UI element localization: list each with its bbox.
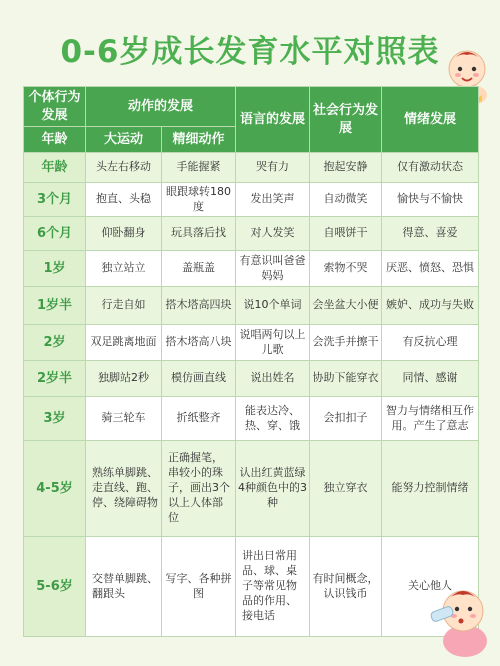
fine-motor-cell: 模仿画直线	[162, 361, 236, 397]
age-cell: 年龄	[24, 153, 86, 183]
fine-motor-cell: 手能握紧	[162, 153, 236, 183]
fine-motor-cell: 搭木塔高四块	[162, 287, 236, 325]
gross-motor-cell: 独立站立	[86, 251, 162, 287]
age-cell: 5-6岁	[24, 537, 86, 637]
emotion-cell: 仅有激动状态	[382, 153, 479, 183]
age-cell: 6个月	[24, 217, 86, 251]
emotion-cell: 同情、感谢	[382, 361, 479, 397]
age-cell: 1岁半	[24, 287, 86, 325]
header-individual-dev: 个体行为发展	[24, 87, 86, 127]
table-row	[24, 251, 479, 287]
social-cell: 自动微笑	[310, 183, 382, 217]
table-row	[24, 287, 479, 325]
table-row	[24, 217, 479, 251]
language-cell: 哭有力	[236, 153, 310, 183]
language-cell: 认出红黄蓝绿4种颜色中的3种	[236, 441, 310, 537]
table-row	[24, 153, 479, 183]
language-cell: 发出笑声	[236, 183, 310, 217]
gross-motor-cell: 熟练单脚跳、走直线、跑、停、绕障碍物	[86, 441, 162, 537]
social-cell: 独立穿衣	[310, 441, 382, 537]
emotion-cell: 有反抗心理	[382, 325, 479, 361]
table-row	[24, 441, 479, 537]
baby-with-bottle-illustration	[425, 575, 497, 661]
development-table	[23, 86, 479, 637]
age-cell: 1岁	[24, 251, 86, 287]
gross-motor-cell: 头左右移动	[86, 153, 162, 183]
gross-motor-cell: 仰卧翻身	[86, 217, 162, 251]
header-language-dev: 语言的发展	[236, 87, 310, 153]
header-motor-dev: 动作的发展	[86, 87, 236, 127]
fine-motor-cell: 玩具落后找	[162, 217, 236, 251]
social-cell: 索物不哭	[310, 251, 382, 287]
emotion-cell: 愉快与不愉快	[382, 183, 479, 217]
age-cell: 4-5岁	[24, 441, 86, 537]
social-cell: 协助下能穿衣	[310, 361, 382, 397]
language-cell: 讲出日常用品、球、桌子等常见物品的作用、接电话	[236, 537, 310, 637]
social-cell: 会洗手并擦干	[310, 325, 382, 361]
social-cell: 会坐盆大小便	[310, 287, 382, 325]
fine-motor-cell: 写字、各种拼图	[162, 537, 236, 637]
table-row	[24, 537, 479, 637]
header-gross-motor: 大运动	[86, 127, 162, 153]
gross-motor-cell: 交替单脚跳、翻跟头	[86, 537, 162, 637]
age-cell: 3岁	[24, 397, 86, 441]
social-cell: 有时间概念，认识钱币	[310, 537, 382, 637]
emotion-cell: 嫉妒、成功与失败	[382, 287, 479, 325]
age-cell: 2岁	[24, 325, 86, 361]
language-cell: 有意识叫爸爸妈妈	[236, 251, 310, 287]
header-emotion-dev: 情绪发展	[382, 87, 479, 153]
gross-motor-cell: 行走自如	[86, 287, 162, 325]
gross-motor-cell: 双足跳离地面	[86, 325, 162, 361]
fine-motor-cell: 正确握笔，串较小的珠子，画出3个以上人体部位	[162, 441, 236, 537]
language-cell: 说唱两句以上儿歌	[236, 325, 310, 361]
header-fine-motor: 精细动作	[162, 127, 236, 153]
page-title: 0-6岁成长发育水平对照表	[60, 34, 440, 70]
header-social-dev: 社会行为发展	[310, 87, 382, 153]
language-cell: 能表达冷、热、穿、饿	[236, 397, 310, 441]
age-cell: 2岁半	[24, 361, 86, 397]
social-cell: 自喂饼干	[310, 217, 382, 251]
table-row	[24, 325, 479, 361]
table-row	[24, 183, 479, 217]
fine-motor-cell: 眼跟球转180度	[162, 183, 236, 217]
emotion-cell: 关心他人	[382, 537, 479, 637]
gross-motor-cell: 骑三轮车	[86, 397, 162, 441]
fine-motor-cell: 折纸整齐	[162, 397, 236, 441]
emotion-cell: 厌恶、愤怒、恐惧	[382, 251, 479, 287]
gross-motor-cell: 抱直、头稳	[86, 183, 162, 217]
language-cell: 说出姓名	[236, 361, 310, 397]
emotion-cell: 能努力控制情绪	[382, 441, 479, 537]
fine-motor-cell: 盖瓶盖	[162, 251, 236, 287]
social-cell: 抱起安静	[310, 153, 382, 183]
header-age: 年龄	[24, 127, 86, 153]
language-cell: 说10个单词	[236, 287, 310, 325]
gross-motor-cell: 独脚站2秒	[86, 361, 162, 397]
table-row	[24, 361, 479, 397]
emotion-cell: 智力与情绪相互作用。产生了意志	[382, 397, 479, 441]
social-cell: 会扣扣子	[310, 397, 382, 441]
emotion-cell: 得意、喜爱	[382, 217, 479, 251]
language-cell: 对人发笑	[236, 217, 310, 251]
table-row	[24, 397, 479, 441]
age-cell: 3个月	[24, 183, 86, 217]
fine-motor-cell: 搭木塔高八块	[162, 325, 236, 361]
